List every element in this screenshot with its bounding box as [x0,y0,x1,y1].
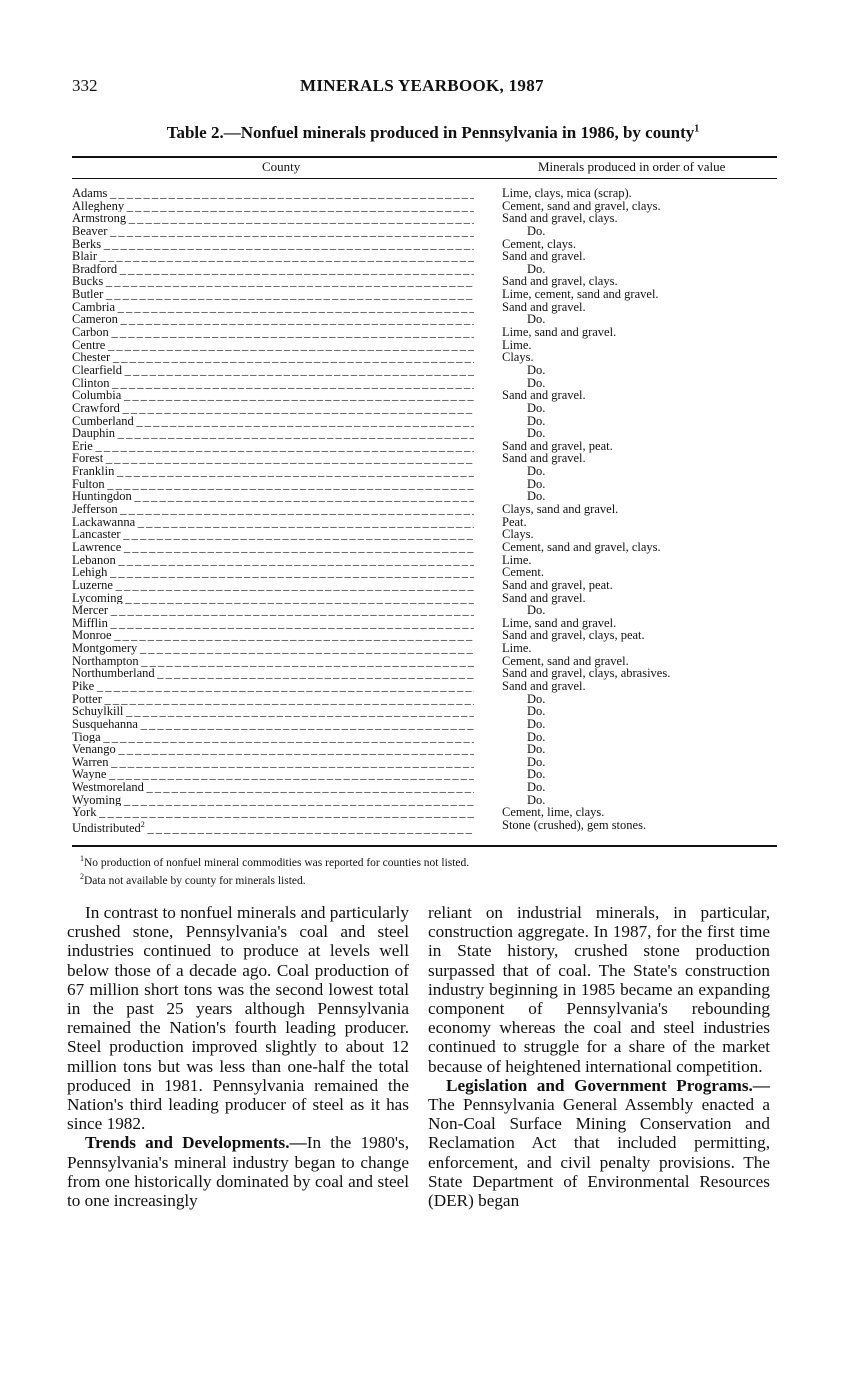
table-row [72,794,777,807]
county-label: Lawrence [72,540,122,554]
minerals-produced: Do. [527,780,546,795]
minerals-produced: Sand and gravel. [502,299,586,314]
footnote-2 [80,870,469,888]
table-row [72,351,777,364]
minerals-produced: Do. [527,704,546,719]
column-header-minerals: Minerals produced in order of value [538,159,726,174]
section-heading: Trends and Developments.— [85,1133,307,1153]
county-label: Erie [72,439,93,453]
table-row [72,592,777,605]
county-label: Wyoming [72,793,122,807]
county-label: Tioga [72,730,101,744]
county-label: Armstrong [72,212,127,225]
county-label: Northumberland [72,667,155,680]
table-row [72,680,777,693]
county-label: Butler [72,288,104,301]
table-title-text: Table 2.—Nonfuel minerals produced in Pennsylvania in 1986, by county [166,123,695,142]
county-name [72,794,474,807]
table-row [72,642,777,655]
minerals-produced: Lime, cement, sand and gravel. [502,287,659,302]
minerals-produced: Cement, sand and gravel, clays. [502,198,661,213]
minerals-produced: Do. [527,312,546,327]
minerals-produced: Do. [527,400,546,415]
county-name [72,225,474,238]
minerals-produced: Do. [527,426,546,441]
minerals-produced: Sand and gravel, peat. [502,438,613,453]
county-label: Lancaster [72,528,121,541]
table-bottom-rule [72,845,777,847]
county-name [72,667,474,680]
county-label: Clearfield [72,363,122,377]
county-name [72,415,474,428]
table-row [72,377,777,390]
table-row [72,364,777,377]
county-name [72,541,474,554]
county-label: Lebanon [72,553,116,567]
county-name [72,781,474,794]
table-row [72,554,777,567]
minerals-produced: Sand and gravel, peat. [502,577,613,592]
county-label: Berks [72,237,102,251]
body-paragraph [67,1133,409,1210]
footnote-1 [80,852,469,870]
county-label: Crawford [72,401,120,415]
table-top-rule [72,156,777,158]
minerals-produced: Lime, clays, mica (scrap). [502,186,632,200]
county-name [72,187,474,200]
minerals-produced: Do. [527,767,546,782]
body-paragraph: In contrast to nonfuel minerals and particularly crushed stone, Pennsylvania's coal and steel industries continued to produce at levels well below those of a decade ago. Coal production of 67 million short tons was the second lowest total in the past 25 years although Pennsylvania remained the Nation's fourth leading producer. Steel production improved slightly to about 12 million tons but was less than one-half the total produced in 1981. Pennsylvania remained the Nation's third leading producer of steel as it has since 1982. [67,903,409,1134]
county-name [72,452,474,465]
table-row [72,478,777,491]
body-paragraph [428,1076,770,1210]
county-name [72,629,474,642]
table-row [72,503,777,516]
county-label: Potter [72,692,102,706]
county-name [72,554,474,567]
county-name [72,579,474,592]
county-label: Undistributed [72,821,141,835]
county-label: Fulton [72,477,105,491]
section-heading: Legislation and Government Programs.— [446,1075,770,1095]
county-name [72,326,474,339]
county-label: Jefferson [72,503,118,516]
minerals-produced: Do. [527,792,546,807]
table-row [72,389,777,402]
minerals-produced: Clays, sand and gravel. [502,502,619,517]
paragraph-text: The Pennsylvania General Assembly enacted a Non-Coal Surface Mining Conservation and Reclamation Act that included permitting, enforcement, and civil penalty provisions. The State Department of Environmental Resources (DER) began [428,1095,770,1211]
county-label: Centre [72,338,106,352]
table-row [72,187,777,200]
county-name [72,427,474,440]
county-label: Northampton [72,654,139,668]
county-name [72,705,474,718]
table-row [72,313,777,326]
body-paragraph: reliant on industrial minerals, in particular, construction aggregate. In 1987, for the first time in State history, crushed stone production surpassed that of coal. The State's construction industry beginning in 1985 became an expanding component of Pennsylvania's rebounding economy whereas the coal and steel industries continued to struggle for a share of the market because of heightened international competition. [428,903,770,1076]
table-row [72,655,777,668]
minerals-produced: Do. [527,716,546,731]
county-label: Pike [72,679,95,693]
county-name [72,756,474,769]
minerals-produced: Do. [527,729,546,744]
county-label: Venango [72,743,116,756]
county-name [72,655,474,668]
minerals-produced: Cement, sand and gravel. [502,653,629,668]
minerals-produced: Cement, clays. [502,236,576,251]
county-name [72,389,474,402]
table-row [72,743,777,756]
minerals-produced: Sand and gravel, clays, abrasives. [502,666,671,681]
minerals-produced: Sand and gravel. [502,451,586,466]
table-row [72,604,777,617]
county-label: Mercer [72,604,109,617]
minerals-produced: Sand and gravel, clays. [502,211,618,226]
county-label: Columbia [72,389,122,402]
minerals-produced: Sand and gravel. [502,590,586,605]
county-label: Clinton [72,376,110,390]
table-row [72,693,777,706]
minerals-produced: Cement. [502,565,545,580]
table-row [72,705,777,718]
body-column-right [428,903,770,1210]
body-column-left [67,903,409,1210]
footnote-text: Data not available by county for minerals listed. [84,874,306,887]
running-title: MINERALS YEARBOOK, 1987 [300,76,544,95]
county-name [72,566,474,579]
county-name [72,528,474,541]
county-name [72,465,474,478]
footnote-mark: 2 [80,871,84,881]
county-name [72,301,474,314]
county-name [72,238,474,251]
county-name [72,402,474,415]
county-label: Carbon [72,326,109,339]
table-header-rule [72,178,777,179]
county-label: Lycoming [72,591,123,605]
minerals-produced: Do. [527,691,546,706]
county-label: Beaver [72,224,108,238]
table-row [72,528,777,541]
county-label: Huntingdon [72,490,132,504]
table-title [0,123,866,143]
column-header-county: County [262,159,301,174]
county-label: Warren [72,755,109,769]
minerals-produced: Do. [527,362,546,377]
county-name [72,768,474,781]
county-label: York [72,806,97,820]
county-label: Luzerne [72,578,113,592]
county-name [72,377,474,390]
table-row [72,818,777,835]
county-label: Blair [72,250,97,263]
minerals-produced: Do. [527,223,546,238]
county-name [72,731,474,744]
page-number: 332 [72,76,98,95]
minerals-produced: Do. [527,413,546,428]
table-body [72,186,777,835]
table-row [72,250,777,263]
county-name [72,819,474,835]
minerals-produced: Lime. [502,641,532,656]
table-row [72,427,777,440]
minerals-produced: Lime, sand and gravel. [502,325,617,340]
county-label: Bucks [72,275,104,289]
table-row [72,541,777,554]
minerals-produced: Clays. [502,527,534,542]
county-name [72,718,474,731]
county-label: Cambria [72,300,116,314]
table-title-footnote-mark: 1 [694,123,700,135]
table-row [72,339,777,352]
county-name [72,339,474,352]
county-label: Franklin [72,465,115,478]
minerals-produced: Do. [527,603,546,618]
table-row [72,301,777,314]
minerals-produced: Do. [527,489,546,504]
county-name [72,200,474,213]
table-row [72,768,777,781]
table-row [72,781,777,794]
county-label: Allegheny [72,199,125,213]
minerals-produced: Sand and gravel, clays, peat. [502,628,645,643]
table-row [72,275,777,288]
county-name [72,212,474,225]
table-row [72,326,777,339]
table-row [72,629,777,642]
minerals-produced: Do. [527,754,546,769]
minerals-produced: Sand and gravel. [502,249,586,264]
minerals-produced: Peat. [502,514,527,529]
table-row [72,452,777,465]
table-row [72,718,777,731]
county-name [72,604,474,617]
county-name [72,275,474,288]
table-row [72,806,777,819]
minerals-produced: Lime, sand and gravel. [502,615,617,630]
county-name [72,478,474,491]
table-row [72,490,777,503]
footnote-text: No production of nonfuel mineral commodities was reported for counties not listed. [84,856,470,869]
table-row [72,288,777,301]
table-row [72,731,777,744]
minerals-produced: Do. [527,261,546,276]
county-name [72,503,474,516]
table-row [72,440,777,453]
table-row [72,200,777,213]
table-row [72,566,777,579]
minerals-produced: Clays. [502,350,534,365]
minerals-produced: Stone (crushed), gem stones. [502,818,647,833]
table-row [72,238,777,251]
county-footnote-mark: 2 [140,820,145,830]
county-name [72,806,474,819]
county-label: Mifflin [72,616,108,630]
table-row [72,402,777,415]
table-row [72,212,777,225]
minerals-produced: Do. [527,375,546,390]
county-name [72,680,474,693]
minerals-produced: Lime. [502,552,532,567]
county-name [72,364,474,377]
county-label: Bradford [72,262,118,276]
county-label: Lackawanna [72,515,136,529]
county-name [72,440,474,453]
table-row [72,516,777,529]
minerals-produced: Sand and gravel. [502,678,586,693]
table-row [72,415,777,428]
table-row [72,579,777,592]
county-name [72,693,474,706]
county-label: Monroe [72,629,112,643]
county-label: Westmoreland [72,781,144,794]
county-label: Cumberland [72,414,134,428]
minerals-produced: Do. [527,476,546,491]
county-name [72,617,474,630]
minerals-produced: Do. [527,464,546,479]
county-label: Dauphin [72,427,116,440]
minerals-produced: Sand and gravel, clays. [502,274,618,289]
table-row [72,617,777,630]
county-label: Adams [72,187,108,200]
county-label: Cameron [72,313,118,327]
table-row [72,225,777,238]
county-name [72,516,474,529]
county-label: Forest [72,452,104,466]
table-row [72,263,777,276]
county-label: Montgomery [72,642,138,655]
paragraph-text: In the 1980's, Pennsylvania's mineral industry began to change from one historically dominated by coal and steel to one increasingly [67,1133,409,1211]
footnote-mark: 1 [80,854,84,863]
county-label: Wayne [72,768,107,782]
county-name [72,250,474,263]
county-name [72,642,474,655]
county-label: Susquehanna [72,717,138,731]
minerals-produced: Lime. [502,337,532,352]
county-name [72,592,474,605]
county-name [72,743,474,756]
county-name [72,351,474,364]
minerals-produced: Do. [527,742,546,757]
table-row [72,465,777,478]
county-label: Schuylkill [72,705,124,718]
minerals-produced: Cement, lime, clays. [502,805,605,820]
county-name [72,313,474,326]
table-footnotes [80,852,469,888]
county-label: Lehigh [72,566,108,579]
minerals-produced: Cement, sand and gravel, clays. [502,539,661,554]
county-name [72,263,474,276]
table-row [72,756,777,769]
county-name [72,288,474,301]
county-label: Chester [72,351,111,364]
county-name [72,490,474,503]
table-row [72,667,777,680]
minerals-produced: Sand and gravel. [502,388,586,403]
